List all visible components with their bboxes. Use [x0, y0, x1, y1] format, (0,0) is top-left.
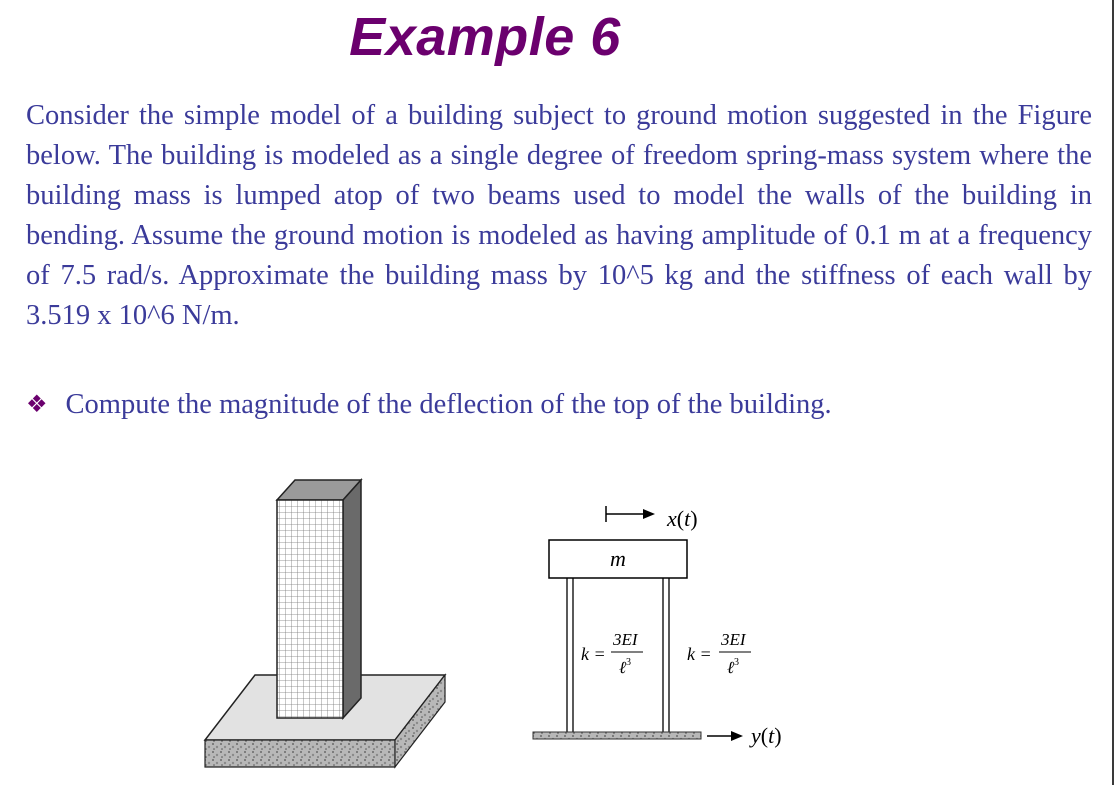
problem-paragraph: Consider the simple model of a building subject to ground motion suggested in the Figure below. The building is modeled as a single degree of freedom spring-mass system where the building mass is lumped atop of two beams used to model the walls of the building in bending. Assume the ground motion is modeled as having amplitude of 0.1 m at a frequency of 7.5 rad/s. Approximate the building mass by 10^5 kg and the stiffness of each wall by 3.519 x 10^6 N/m.: [26, 100, 1092, 331]
building-tower: [277, 480, 361, 718]
svg-text:3EI: 3EI: [613, 630, 638, 649]
svg-text:k =: k =: [687, 644, 712, 664]
y-label: y(t): [751, 723, 782, 748]
mass-label: m: [610, 546, 626, 571]
slide-title: Example 6: [349, 7, 621, 67]
svg-text:ℓ: ℓ: [619, 658, 627, 677]
building-figure: [195, 470, 815, 770]
x-label: x(t): [667, 506, 698, 531]
svg-text:3EI: 3EI: [721, 630, 746, 649]
left-stiffness-label: [581, 630, 643, 677]
building-diagram: [195, 470, 815, 770]
svg-text:3: 3: [734, 657, 739, 668]
left-wall-beam: [567, 578, 573, 734]
y-displacement-arrow: [707, 731, 743, 741]
svg-text:3: 3: [626, 657, 631, 668]
ground-strip: [533, 732, 701, 739]
bullet-item: [26, 385, 1026, 425]
right-stiffness-label: [687, 630, 751, 677]
x-displacement-arrow: [606, 506, 655, 522]
bullet-text: Compute the magnitude of the deflection of the top of the building.: [65, 389, 832, 420]
right-wall-beam: [663, 578, 669, 734]
diamond-bullet-icon: ❖: [26, 392, 48, 418]
svg-text:k =: k =: [581, 644, 606, 664]
svg-text:ℓ: ℓ: [727, 658, 735, 677]
